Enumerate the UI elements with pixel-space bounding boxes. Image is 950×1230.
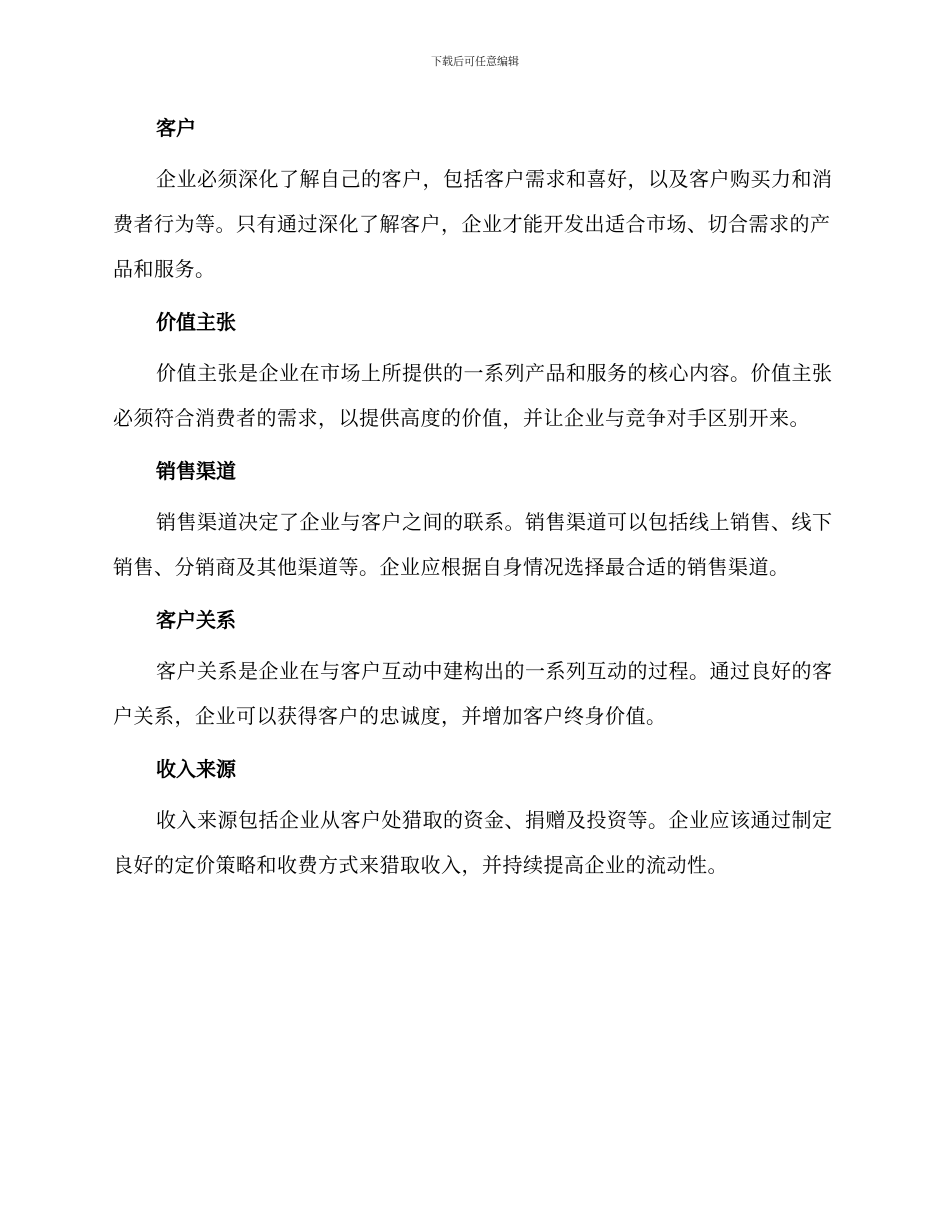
section-title: 销售渠道 [156,459,236,483]
section-title: 价值主张 [156,310,236,334]
section-body: 销售渠道决定了企业与客户之间的联系。销售渠道可以包括线上销售、线下销售、分销商及其他渠道等。企业应根据自身情况选择最合适的销售渠道。 [113,510,833,579]
section-body: 收入来源包括企业从客户处猎取的资金、捐赠及投资等。企业应该通过制定良好的定价策略和收费方式来猎取收入，并持续提高企业的流动性。 [113,808,833,877]
section-value-proposition [113,304,833,441]
page-header-note: 下载后可任意编辑 [431,55,519,68]
section-body: 企业必须深化了解自己的客户，包括客户需求和喜好，以及客户购买力和消费者行为等。只有通过深化了解客户，企业才能开发出适合市场、切合需求的产品和服务。 [113,167,833,281]
document-content [113,110,833,900]
section-title: 客户关系 [156,608,236,632]
section-sales-channels [113,453,833,590]
section-revenue-streams [113,751,833,888]
section-customer [113,110,833,292]
section-body: 价值主张是企业在市场上所提供的一系列产品和服务的核心内容。价值主张必须符合消费者的需求，以提供高度的价值，并让企业与竞争对手区别开来。 [113,361,833,430]
section-body: 客户关系是企业在与客户互动中建构出的一系列互动的过程。通过良好的客户关系，企业可以获得客户的忠诚度，并增加客户终身价值。 [113,659,833,728]
section-customer-relationships [113,602,833,739]
section-title: 客户 [156,116,196,140]
section-title: 收入来源 [156,757,236,781]
